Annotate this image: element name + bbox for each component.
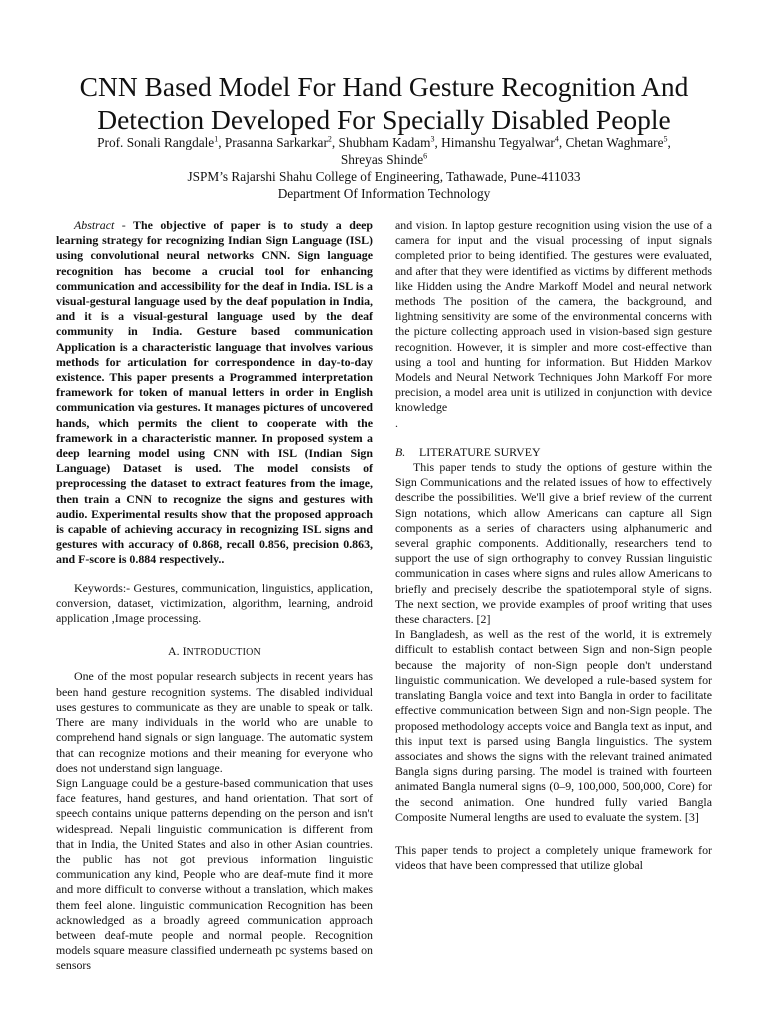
author-name: Prof. Sonali Rangdale [97, 135, 215, 150]
section-number: B. [395, 444, 406, 459]
section-title-initial: I [182, 644, 187, 659]
abstract-text: The objective of paper is to study a deep learning strategy for recognizing Indian Sign Language (ISL) using convolutional neural networks CNN. Sign language recognition has become a crucial tool for enhancing communication and accessibility for the deaf in India. ISL is a visual-gestural language used by the deaf population in India, and it is a visual-gestural language used by the deaf community in India. Gesture based communication Application is a characteristic language that involves various methods for articulation for correspondence in day-to-day existence. This paper presents a Programmed interpretation framework for token of manual letters in order in English communication via gestures. It manages pictures of uncovered hands, which permits the client to cooperate with the framework in a characteristic manner. In proposed system a deep learning model using CNN with ISL (Indian Sign Language) Dataset is used. The model consists of preprocessing the dataset to extract features from the image, then train a CNN to recognize the signs and gestures with audio. Experimental results show that the proposed approach is capable of achieving accuracy in recognizing ISL signs and gestures with accuracy of 0.868, recall 0.856, precision 0.863, and F-score is 0.884 respectively.. [56, 218, 374, 567]
affiliation-block [60, 168, 708, 202]
section-heading-literature-survey [395, 445, 712, 460]
author-affiliation-mark: 4 [554, 134, 559, 144]
literature-paragraph: In Bangladesh, as well as the rest of the world, it is extremely difficult to establish contact between Sign and non-Sign people because the majority of non-Sign people don't understand linguistic communication. We developed a rule-based system for translating Bangla voice and text into Bangla in order to facilitate effective communication between Sign and non-Sign people. The proposed methodology accepts voice and Bangla text as input, and this input text is parsed using Bangla linguistics. The system associates and shows the signs with the relevant trained animated Bangla signs during parsing. The model is trained with fourteen animated Bangla numeral signs (0–9, 100,000, 500,000, Core) for the second animation. One hundred fully varied Bangla Composite Numeral lengths are used to evaluate the system. [3] [395, 627, 713, 824]
section-heading-introduction [56, 644, 373, 660]
left-column [56, 218, 373, 974]
stray-period: . [395, 415, 398, 430]
author-affiliation-mark: 6 [423, 151, 428, 161]
intro-paragraph: Sign Language could be a gesture-based communication that uses face features, hand gestures, and hand orientation. That sort of speech contains unique patterns depending on the person and isn't widespread. Nepali linguistic communication is different from that in India, the United States and also in other Asian countries. the public has not got previous information linguistic communication any kind, People who are deaf-mute find it more and more difficult to converse without a translation, which makes them feel alone. linguistic communication Recognition has been acknowledged as a broadly agreed communication approach between deaf-mute people and normal people. Recognition models square measure classified underneath pc systems based on sensors [56, 775, 373, 973]
author-name: Shubham Kadam [338, 135, 431, 150]
author-name: Prasanna Sarkarkar [224, 135, 328, 150]
abstract-lead: Abstract - [74, 218, 126, 232]
author-list: Prof. Sonali Rangdale$^1$, Prasanna Sarkarkar$^2$, Shubham Kadam$^3$, Himanshu Tegyalwar$^4$, Chetan Waghmare$^5$, Shreyas Shinde$^6$ [97, 134, 671, 167]
paper-title: CNN Based Model For Hand Gesture Recognition And Detection Developed For Specially Disabled People [79, 71, 689, 135]
section-title-rest: NTRODUCTION [186, 647, 261, 659]
department: Department Of Information Technology [277, 186, 491, 201]
author-affiliation-mark: 1 [214, 134, 219, 144]
author-affiliation-mark: 5 [663, 134, 668, 144]
abstract [56, 218, 373, 568]
intro-paragraph-continued: and vision. In laptop gesture recognition using vision the use of a camera for input and the visual processing of input signals completed prior to being identified. The gestures were evaluated, and after that they were identified as victims by different methods like Hidden using the Andre Markoff Model and neural network methods The position of the camera, the background, and lightning sensitivity are some of the environmental concerns with the picture collecting approach used in vision-based sign gesture recognition. However, it is simpler and more cost-effective than using a tool and hunting for information. But Hidden Markov Models and Neural Network Techniques John Markoff For more precision, a model area unit is utilized in conjunction with device knowledge [395, 218, 712, 415]
intro-paragraph: One of the most popular research subjects in recent years has been hand gesture recognition systems. The disabled individual uses gestures to communicate as they are unable to speak or talk. There are many individuals in the world who are unable to comprehend hand signals or sign language. The automatic system that can recognize motions and their meaning for everyone who does not understand sign language. [56, 669, 373, 775]
right-column [395, 218, 712, 873]
literature-paragraph: This paper tends to study the options of gesture within the Sign Communications and the related issues of how to effectively describe the possibilities. We'll give a brief review of the current Sign notations, which allow Americans can capture all Sign components as a series of characters using alphanumeric and several graphic components. Additionally, researchers tend to support the use of sign orthography to convey Russian linguistic communication in cases where signs and rules allow Americans to briefly and precisely describe the spatiotemporal style of signs. The next section, we provide examples of proof writing that uses these characters. [2] [395, 460, 712, 627]
literature-paragraph: This paper tends to project a completely unique framework for videos that have been compressed that utilize global [395, 842, 712, 873]
author-name: Himanshu Tegyalwar [441, 135, 555, 150]
author-name: Chetan Waghmare [565, 135, 664, 150]
author-affiliation-mark: 3 [430, 134, 435, 144]
author-affiliation-mark: 2 [327, 134, 332, 144]
section-title: LITERATURE SURVEY [419, 444, 541, 459]
section-number: A. [168, 644, 180, 659]
institution: JSPM’s Rajarshi Shahu College of Engineering, Tathawade, Pune-411033 [187, 169, 581, 184]
keywords: Keywords:- Gestures, communication, linguistics, application, conversion, dataset, victimization, algorithm, learning, android application ,Image processing. [56, 580, 373, 626]
author-name: Shreyas Shinde [340, 152, 424, 167]
